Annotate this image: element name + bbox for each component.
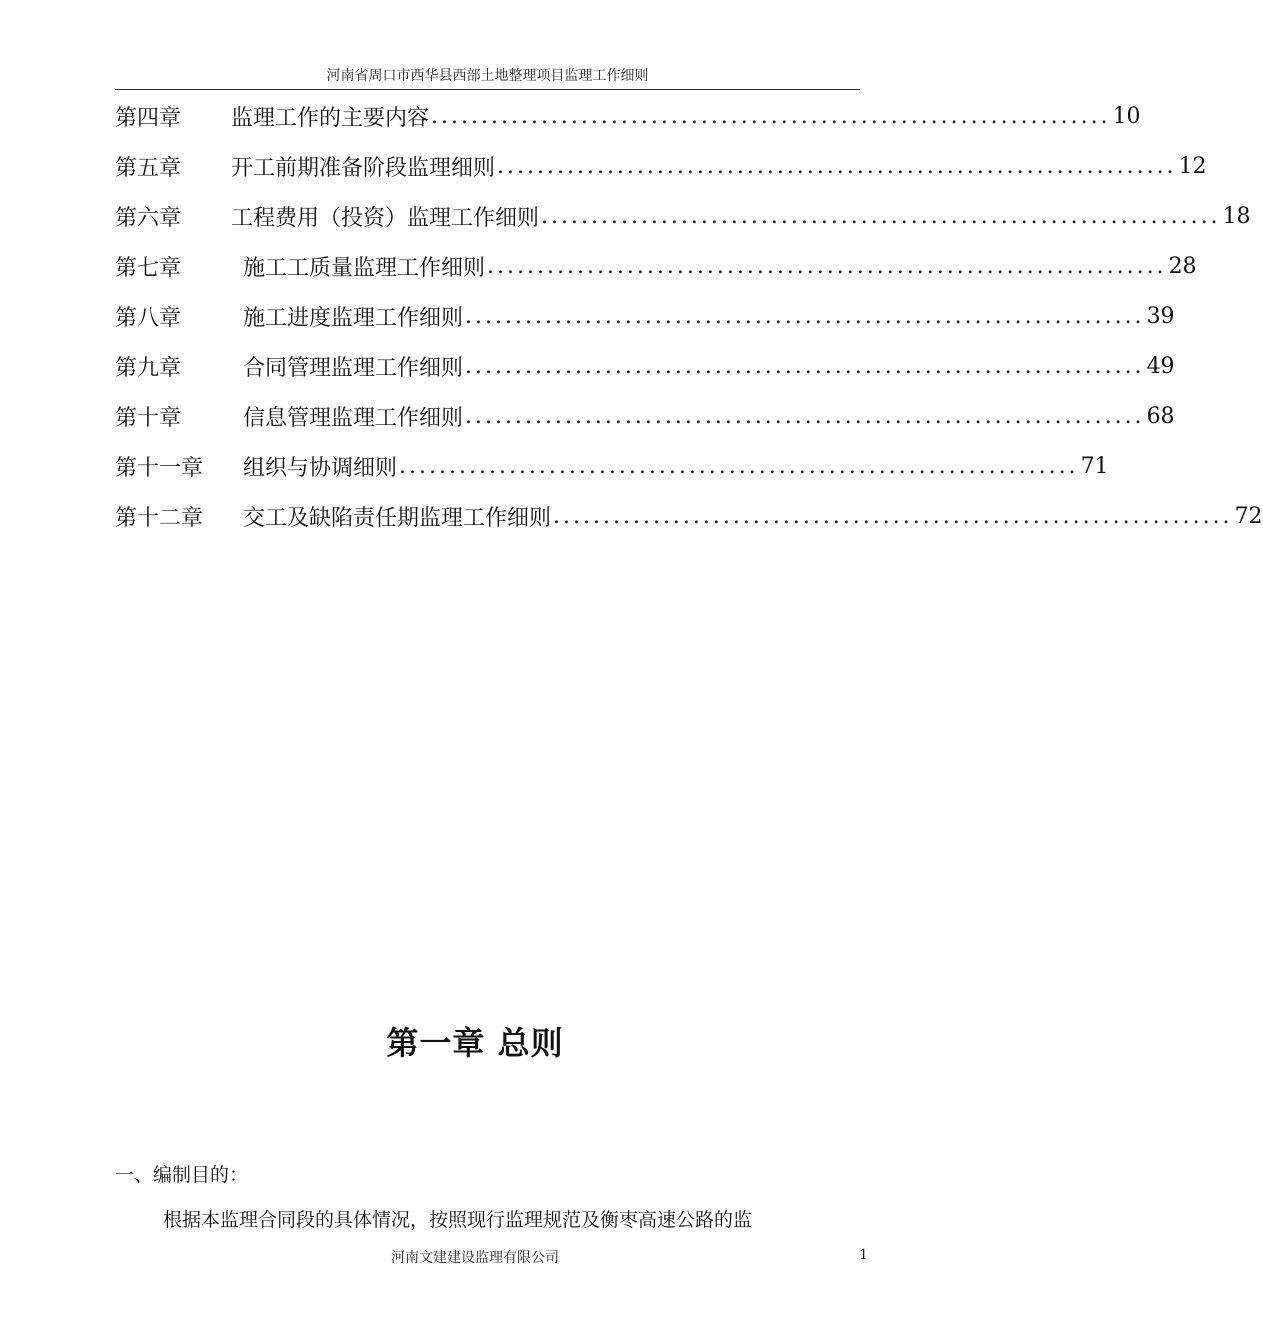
toc-dot-leader: .................................................................... bbox=[553, 503, 1233, 529]
toc-chapter-number: 第六章 bbox=[115, 205, 182, 231]
running-header: 河南省周口市西华县西部土地整理项目监理工作细则 bbox=[326, 68, 649, 84]
toc-entry[interactable] bbox=[115, 396, 1175, 436]
toc-page-number: 18 bbox=[1222, 203, 1251, 229]
toc-chapter-number: 第十二章 bbox=[115, 505, 204, 531]
footer-company-name: 河南文建建设监理有限公司 bbox=[391, 1250, 559, 1266]
toc-entry[interactable] bbox=[115, 446, 1109, 486]
toc-entry[interactable] bbox=[115, 496, 1263, 536]
toc-entry-title: 交工及缺陷责任期监理工作细则 bbox=[243, 505, 552, 531]
toc-dot-leader: .................................................................... bbox=[487, 253, 1167, 279]
toc-dot-leader: .................................................................... bbox=[541, 203, 1221, 229]
toc-entry-title: 施工工质量监理工作细则 bbox=[243, 255, 486, 281]
toc-dot-leader: .................................................................... bbox=[465, 403, 1145, 429]
toc-dot-leader: .................................................................... bbox=[431, 103, 1111, 129]
toc-entry-title: 工程费用（投资）监理工作细则 bbox=[231, 205, 540, 231]
toc-chapter-number: 第九章 bbox=[115, 355, 182, 381]
toc-entry[interactable] bbox=[115, 146, 1207, 186]
toc-entry[interactable] bbox=[115, 96, 1141, 136]
toc-entry-title: 组织与协调细则 bbox=[243, 455, 398, 481]
footer-page-number: 1 bbox=[859, 1247, 868, 1263]
toc-page-number: 12 bbox=[1178, 153, 1207, 179]
toc-entry-title: 监理工作的主要内容 bbox=[231, 105, 430, 131]
toc-dot-leader: .................................................................... bbox=[497, 153, 1177, 179]
toc-chapter-number: 第十章 bbox=[115, 405, 182, 431]
section-heading: 一、编制目的： bbox=[115, 1164, 249, 1186]
toc-page-number: 49 bbox=[1146, 353, 1175, 379]
toc-dot-leader: .................................................................... bbox=[465, 303, 1145, 329]
toc-chapter-number: 第四章 bbox=[115, 105, 182, 131]
toc-chapter-number: 第八章 bbox=[115, 305, 182, 331]
chapter-title: 第一章 总则 bbox=[386, 1024, 564, 1062]
toc-chapter-number: 第七章 bbox=[115, 255, 182, 281]
body-paragraph: 根据本监理合同段的具体情况，按照现行监理规范及衡枣高速公路的监 bbox=[163, 1209, 753, 1231]
toc-entry[interactable] bbox=[115, 246, 1197, 286]
toc-page-number: 10 bbox=[1112, 103, 1141, 129]
toc-page-number: 71 bbox=[1080, 453, 1109, 479]
toc-entry-title: 合同管理监理工作细则 bbox=[243, 355, 464, 381]
toc-entry-title: 信息管理监理工作细则 bbox=[243, 405, 464, 431]
toc-page-number: 28 bbox=[1168, 253, 1197, 279]
toc-entry[interactable] bbox=[115, 296, 1175, 336]
header-divider bbox=[115, 89, 860, 90]
toc-chapter-number: 第十一章 bbox=[115, 455, 204, 481]
toc-page-number: 39 bbox=[1146, 303, 1175, 329]
toc-entry-title: 施工进度监理工作细则 bbox=[243, 305, 464, 331]
toc-page-number: 68 bbox=[1146, 403, 1175, 429]
toc-chapter-number: 第五章 bbox=[115, 155, 182, 181]
toc-dot-leader: .................................................................... bbox=[399, 453, 1079, 479]
toc-entry-title: 开工前期准备阶段监理细则 bbox=[231, 155, 496, 181]
toc-entry[interactable] bbox=[115, 346, 1175, 386]
toc-entry[interactable] bbox=[115, 196, 1251, 236]
toc-page-number: 72 bbox=[1234, 503, 1263, 529]
toc-dot-leader: .................................................................... bbox=[465, 353, 1145, 379]
